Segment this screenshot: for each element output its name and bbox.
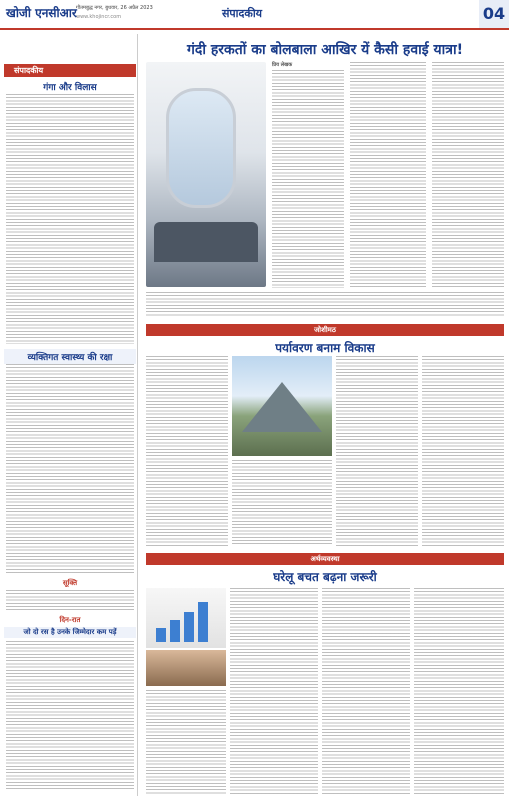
main-body-col2 [350,62,426,288]
savings-chart-photo [146,588,226,648]
seat-shape [154,222,258,262]
main-body-col1 [272,70,344,288]
editorial-headline: गंगा और विलास [43,83,97,93]
quote-body [6,590,134,610]
website: www.khojincr.com [76,14,122,20]
airplane-cabin-photo [146,62,266,287]
editorial-body [6,94,134,344]
newspaper-logo: खोजी एनसीआर [6,6,77,20]
byline: प्रिय लेखक [272,62,293,68]
savings-body-col0 [146,690,226,794]
photo-bar-4 [198,602,208,642]
photo-bar-3 [184,612,194,642]
editorial-banner: संपादकीय [4,64,136,77]
column-headline: जो दो रस है उनके जिम्मेदार कम पड़ें [4,627,136,638]
env-body-col3 [336,356,418,546]
column-head: दिन-रात [59,616,81,624]
joshimath-banner: जोशीमठ [146,324,504,336]
photo-bar-1 [156,628,166,642]
main-body-col3 [432,62,504,288]
masthead [0,0,509,30]
page-number: 04 [479,0,509,28]
savings-body-col1 [230,588,318,794]
quote-head: सूक्ति [62,579,78,587]
env-body-col2 [232,460,332,546]
health-article-body [6,364,134,574]
savings-body-col2 [322,588,410,794]
health-article-headline: व्यक्तिगत स्वास्थ्य की रक्षा [4,349,136,364]
savings-body-col3 [414,588,504,794]
env-body-col1 [146,356,228,546]
airplane-window-icon [166,88,236,208]
dateline: गौतमबुद्ध नगर, बुधवार, 26 अप्रैल 2023 [76,5,153,11]
mountain-peak-shape [242,382,322,432]
environment-headline: पर्यावरण बनाम विकास [275,341,375,355]
savings-headline: घरेलू बचत बढ़ना जरूरी [273,570,377,584]
people-photo [146,650,226,686]
mountain-photo [232,356,332,456]
column-body [6,641,134,791]
photo-bar-2 [170,620,180,642]
main-body-tail [146,292,504,316]
left-column [4,34,138,796]
economy-banner: अर्थव्यवस्था [146,553,504,565]
section-title: संपादकीय [222,7,263,20]
env-body-col4 [422,356,504,546]
main-headline: गंदी हरकतों का बोलबाला आखिर यें कैसी हवाई यात्रा! [187,42,463,58]
